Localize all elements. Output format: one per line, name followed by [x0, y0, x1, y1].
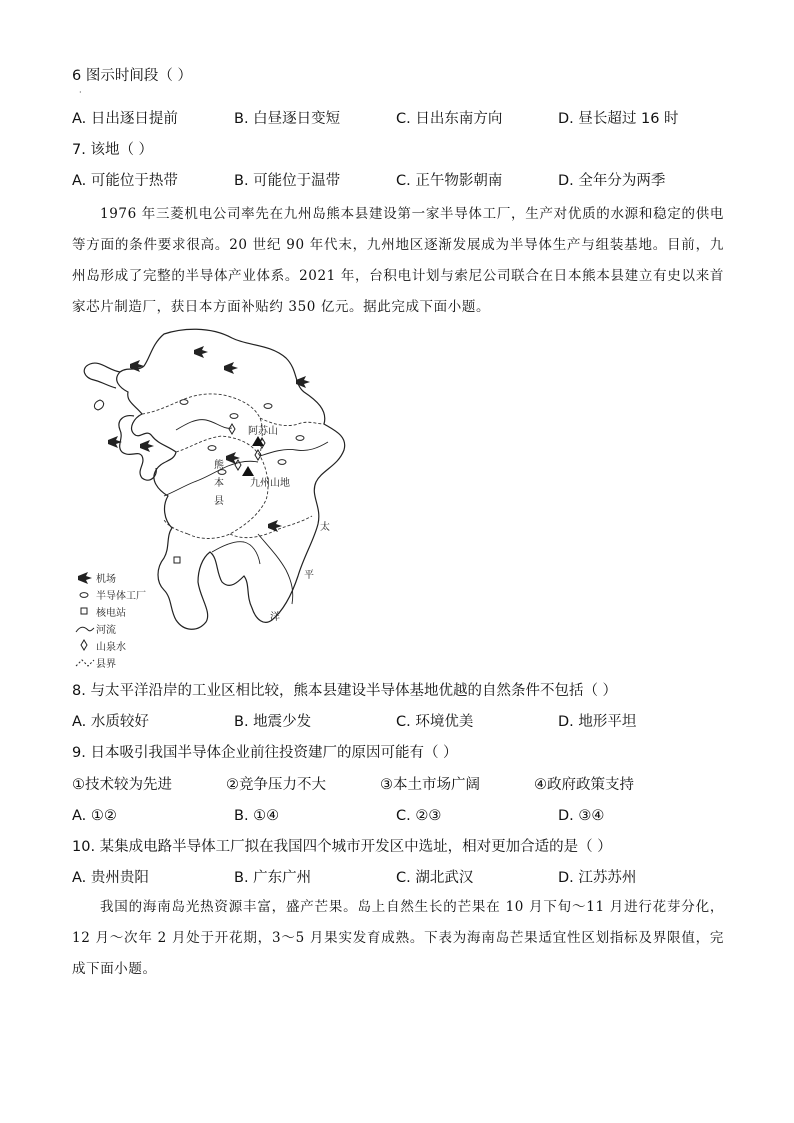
prefecture-border: [142, 394, 262, 456]
q9-item-4: ④政府政策支持: [534, 777, 634, 793]
nagasaki-peninsula: [119, 416, 156, 480]
airport-icon: [224, 362, 238, 374]
label-pacific-1: 太: [320, 522, 330, 533]
river: [260, 442, 328, 456]
semiconductor-factory-icon: [264, 404, 272, 409]
label-kyushu-mountains: 九州山地: [250, 478, 290, 489]
q10-option-b: B. 广东广州: [234, 870, 312, 886]
legend-spring-icon: [81, 640, 87, 650]
label-kumamoto-2: 本: [214, 478, 224, 489]
q8-option-d: D. 地形平坦: [558, 714, 637, 730]
q9-item-1: ①技术较为先进: [72, 777, 172, 793]
q7-stem: 7. 该地（ ）: [72, 142, 154, 158]
label-aso: 阿苏山: [248, 426, 278, 437]
legend-river-label: 河流: [96, 625, 116, 636]
q8-option-b: B. 地震少发: [234, 714, 312, 730]
q10-option-c: C. 湖北武汉: [396, 870, 474, 886]
small-island-west: [94, 400, 103, 410]
q6-stem: 6 图示时间段（ ）: [72, 68, 192, 84]
saga-coast: [84, 363, 120, 388]
q9-option-b: B. ①④: [234, 808, 280, 824]
passage-mango: 我国的海南岛光热资源丰富，盛产芒果。岛上自然生长的芒果在 10 月下旬～11 月进行花芽分化，12 月～次年 2 月处于开花期，3～5 月果实发育成熟。下表为海南岛芒果适宜性区划指标及界限值，完成下面小题。: [72, 899, 724, 977]
q6-option-d: D. 昼长超过 16 时: [558, 111, 679, 127]
label-pacific-2: 平: [304, 570, 314, 581]
q9-item-2: ②竞争压力不大: [226, 777, 326, 793]
spring-water-icon: [229, 424, 235, 434]
legend-nuclear-icon: [81, 608, 87, 614]
q7-option-b: B. 可能位于温带: [234, 173, 341, 189]
q9-stem: 9. 日本吸引我国半导体企业前往投资建厂的原因可能有（ ）: [72, 745, 458, 761]
q9-option-c: C. ②③: [396, 808, 442, 824]
q8-stem: 8. 与太平洋沿岸的工业区相比较，熊本县建设半导体基地优越的自然条件不包括（ ）: [72, 683, 618, 699]
label-kumamoto-1: 熊: [214, 460, 224, 471]
legend-nuclear-label: 核电站: [96, 608, 126, 619]
legend-border-label: 县界: [96, 659, 116, 670]
legend-factory-label: 半导体工厂: [96, 591, 146, 602]
legend-river-icon: [76, 627, 94, 632]
river: [164, 461, 258, 496]
semiconductor-factory-icon: [208, 446, 216, 451]
airport-icon: [226, 452, 240, 464]
q6-option-c: C. 日出东南方向: [396, 111, 503, 127]
q9-item-3: ③本土市场广阔: [380, 777, 480, 793]
q6-option-a: A. 日出逐日提前: [72, 111, 178, 127]
mountain-icon: [242, 466, 254, 476]
label-kumamoto-3: 县: [214, 496, 224, 507]
q9-option-a: A. ①②: [72, 808, 117, 824]
river: [212, 542, 260, 564]
airport-icon: [140, 440, 154, 452]
map-legend: [76, 572, 146, 670]
spring-water-icon: [235, 460, 241, 470]
semiconductor-factory-icon: [296, 436, 304, 441]
legend-spring-label: 山泉水: [96, 642, 126, 653]
q10-option-a: A. 贵州贵阳: [72, 870, 149, 886]
nuclear-plant-icon: [174, 557, 180, 563]
q8-option-a: A. 水质较好: [72, 714, 149, 730]
prefecture-border: [260, 418, 324, 426]
stray-dot: ·: [79, 88, 82, 97]
q7-option-a: A. 可能位于热带: [72, 173, 178, 189]
q6-option-b: B. 白昼逐日变短: [234, 111, 341, 127]
kyushu-map: [72, 320, 362, 672]
q10-stem: 10. 某集成电路半导体工厂拟在我国四个城市开发区中选址，相对更加合适的是（ ）: [72, 839, 612, 855]
airport-icon: [268, 520, 282, 532]
semiconductor-factory-icon: [278, 460, 286, 465]
q7-option-d: D. 全年分为两季: [558, 173, 666, 189]
semiconductor-factory-icon: [230, 414, 238, 419]
legend-airport-label: 机场: [96, 574, 116, 585]
q9-option-d: D. ③④: [558, 808, 605, 824]
river: [258, 534, 293, 604]
airport-icon: [194, 346, 208, 358]
legend-airport-icon: [78, 572, 92, 584]
q7-option-c: C. 正午物影朝南: [396, 173, 503, 189]
river: [176, 420, 232, 430]
semiconductor-factory-icon: [180, 400, 188, 405]
legend-border-icon: [76, 660, 94, 666]
label-pacific-3: 洋: [270, 612, 280, 623]
q10-option-d: D. 江苏苏州: [558, 870, 637, 886]
airport-icon: [296, 376, 310, 388]
legend-factory-icon: [80, 593, 88, 598]
passage-semiconductor: 1976 年三菱机电公司率先在九州岛熊本县建设第一家半导体工厂，生产对优质的水源和稳定的供电等方面的条件要求很高。20 世纪 90 年代末，九州地区逐渐发展成为半导体生产与组装基地。目前，九州岛形成了完整的半导体产业体系。2021 年，台积电计划与索尼公司联合在日本熊本县建立有史以来首家芯片制造厂，获日本方面补贴约 350 亿元。据此完成下面小题。: [72, 206, 724, 315]
q8-option-c: C. 环境优美: [396, 714, 474, 730]
airport-icon: [130, 360, 144, 372]
